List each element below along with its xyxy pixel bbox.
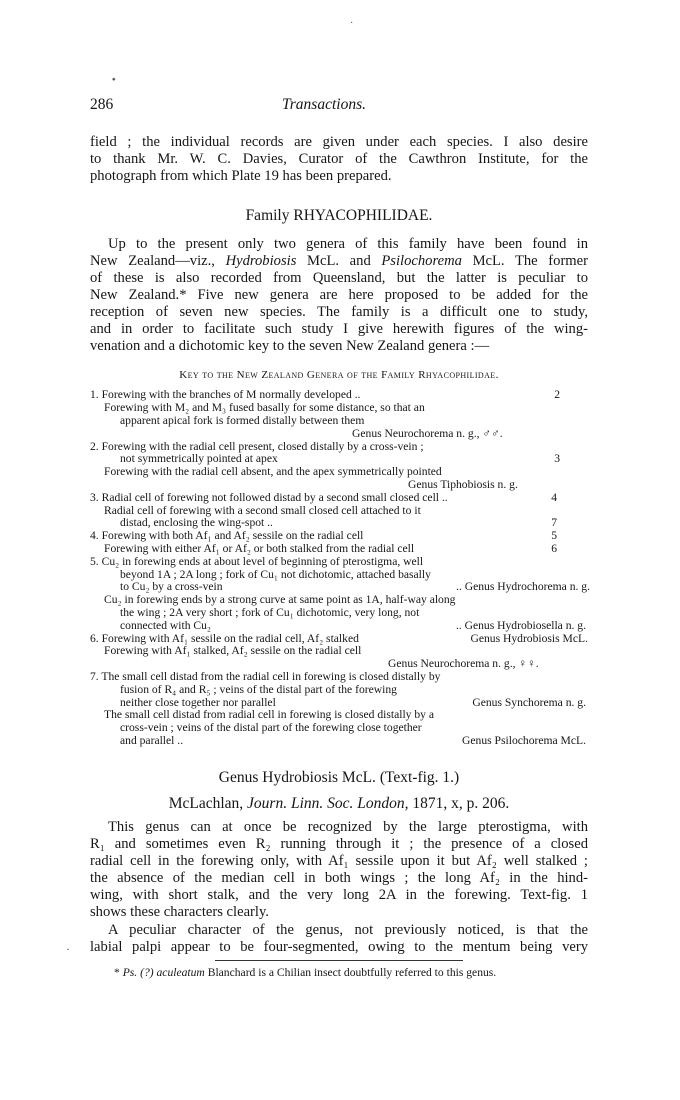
key-row: Forewing with Af₁ stalked, Af₂ sessile on the radial cell (104, 644, 362, 657)
key-row: 2. Forewing with the radial cell present, closed distally by a cross-vein ; (90, 440, 424, 453)
intro-line: to thank Mr. W. C. Davies, Curator of the Cawthron Institute, for the (90, 151, 588, 167)
print-speck: · (350, 18, 354, 29)
key-row: fusion of R₄ and R₅ ; veins of the distal part of the forewing (120, 683, 397, 696)
footnote-rule (215, 960, 463, 961)
key-row: the wing ; 2A very short ; fork of Cu₁ dichotomic, very long, not (120, 606, 420, 619)
key-row: 5. Cu₂ in forewing ends at about level of beginning of pterostigma, well (90, 555, 424, 568)
second-para-line: labial palpi appear to be four-segmented, owing to the mentum being very (90, 939, 588, 955)
key-row: neither close together nor parallel Genus Synchorema n. g. (120, 696, 586, 709)
key-title: Key to the New Zealand Genera of the Family Rhyacophilidae. (179, 369, 499, 381)
key-genus: Genus Neurochorema n. g., ♀♀. (388, 657, 539, 670)
key-row: Cu₂ in forewing ends by a strong curve at same point as 1A, half-way along (104, 593, 456, 606)
page-number: 286 (90, 96, 114, 113)
genus-citation: McLachlan, Journ. Linn. Soc. London, 1871, x, p. 206. (168, 795, 510, 812)
second-para-line: A peculiar character of the genus, not previously noticed, is that the (108, 922, 588, 938)
key-genus: Genus Neurochorema n. g., ♂♂. (352, 427, 503, 440)
family-para-line: of these is also recorded from Queensland, but the latter is peculiar to (90, 270, 588, 286)
key-genus: Genus Tiphobiosis n. g. (408, 478, 518, 491)
key-row: cross-vein ; veins of the distal part of the forewing close together (120, 721, 422, 734)
family-para-line: New Zealand—viz., Hydrobiosis McL. and Psilochorema McL. The former (90, 253, 588, 269)
key-row: connected with Cu₂ .. Genus Hydrobiosella n. g. (120, 619, 586, 632)
key-row: Forewing with either Af₁ or Af₂ or both stalked from the radial cell 6 (104, 542, 557, 555)
key-row: 3. Radial cell of forewing not followed distad by a second small closed cell .. 4 (90, 491, 557, 504)
genus-heading: Genus Hydrobiosis McL. (Text-fig. 1.) (218, 769, 460, 786)
key-row: and parallel .. Genus Psilochorema McL. (120, 734, 586, 747)
key-row: apparent apical fork is formed distally between them (120, 414, 365, 427)
footnote: * Ps. (?) aculeatum Blanchard is a Chilian insect doubtfully referred to this genus. (114, 966, 497, 979)
key-row: 4. Forewing with both Af₁ and Af₂ sessile on the radial cell 5 (90, 529, 557, 542)
key-row: distad, enclosing the wing-spot .. 7 (120, 516, 557, 529)
key-row: 7. The small cell distad from the radial cell in forewing is closed distally by (90, 670, 441, 683)
key-row: beyond 1A ; 2A long ; fork of Cu₁ not dichotomic, attached basally (120, 568, 431, 581)
family-para-line: venation and a dichotomic key to the seven New Zealand genera :— (90, 338, 490, 354)
genus-para-line: radial cell in the forewing only, with Af₁ sessile upon it but Af₂ well stalked ; (90, 853, 588, 869)
margin-mark: · (66, 942, 70, 956)
key-row: not symmetrically pointed at apex 3 (120, 452, 560, 465)
key-row: Forewing with M₂ and M₃ fused basally for some distance, so that an (104, 401, 425, 414)
key-row: 1. Forewing with the branches of M normally developed .. 2 (90, 388, 560, 401)
intro-line: photograph from which Plate 19 has been prepared. (90, 168, 392, 184)
family-para-line: Up to the present only two genera of this family have been found in (108, 236, 588, 252)
genus-para-line: the absence of the median cell in both wings ; the long Af₂ in the hind- (90, 870, 588, 886)
genus-para-line: wing, with short stalk, and the very long 2A in the forewing. Text-fig. 1 (90, 887, 588, 903)
intro-line: field ; the individual records are given under each species. I also desire (90, 134, 588, 150)
key-row: to Cu₂ by a cross-vein .. Genus Hydrochorema n. g. (120, 580, 590, 593)
key-row: Forewing with the radial cell absent, and the apex symmetrically pointed (104, 465, 442, 478)
genus-para-line: R₁ and sometimes even R₂ running through it ; the presence of a closed (90, 836, 588, 852)
genus-para-line: This genus can at once be recognized by the large pterostigma, with (108, 819, 588, 835)
key-row: Radial cell of forewing with a second small closed cell attached to it (104, 504, 421, 517)
family-para-line: reception of seven new species. The family is a difficult one to study, (90, 304, 588, 320)
genus-para-line: shows these characters clearly. (90, 904, 269, 920)
family-para-line: and in order to facilitate such study I give herewith figures of the wing- (90, 321, 588, 337)
print-speck: ⬩ (112, 74, 116, 85)
family-para-line: New Zealand.* Five new genera are here proposed to be added for the (90, 287, 588, 303)
key-row: 6. Forewing with Af₁ sessile on the radial cell, Af₂ stalked Genus Hydrobiosis McL. (90, 632, 588, 645)
key-row: The small cell distad from radial cell in forewing is closed distally by a (104, 708, 435, 721)
running-title: Transactions. (282, 96, 366, 113)
family-heading: Family RHYACOPHILIDAE. (245, 207, 433, 224)
